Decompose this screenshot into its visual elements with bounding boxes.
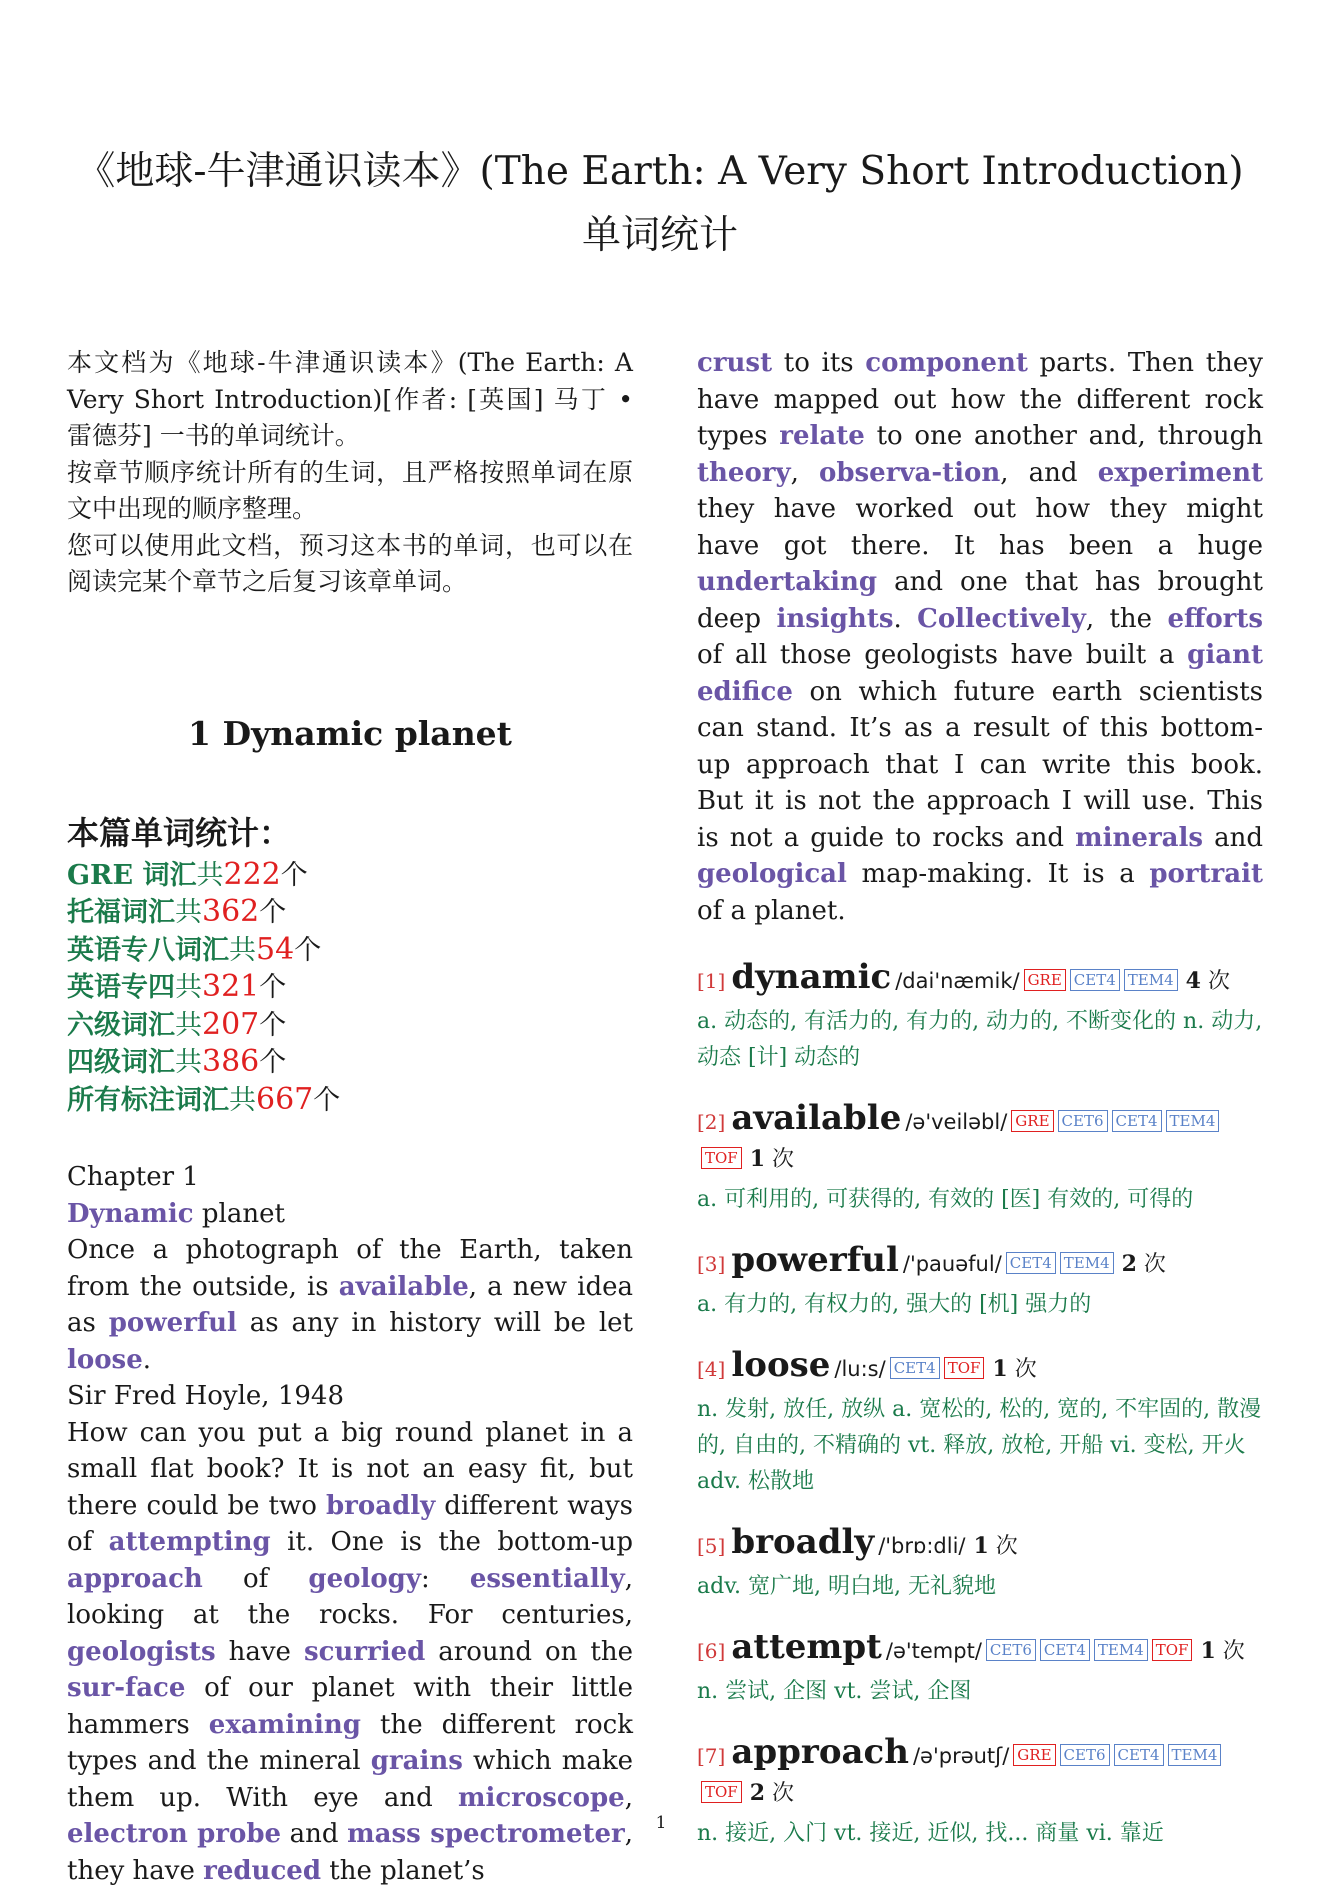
vocab-word-highlight: mass spectrometer <box>347 1819 625 1849</box>
right-passage <box>697 345 1263 929</box>
stat-label: 英语专四 <box>67 972 175 1003</box>
vocab-count <box>973 1534 1017 1559</box>
vocab-count-suffix: 次 <box>1137 1252 1166 1277</box>
stat-count: 362 <box>202 894 259 929</box>
stats-heading: 本篇单词统计： <box>67 811 633 855</box>
vocab-entry <box>697 1524 1263 1605</box>
vocab-phonetic: /'pauəful/ <box>903 1252 1002 1276</box>
vocab-word-highlight: microscope <box>458 1783 625 1813</box>
passage-text: Once a photograph of the Earth, taken from the outside, is <box>67 1235 633 1302</box>
vocab-word-highlight: available <box>339 1272 469 1302</box>
stat-mid: 共 <box>229 935 256 966</box>
vocab-count-number: 1 <box>992 1356 1007 1382</box>
vocab-count-suffix: 次 <box>1008 1357 1037 1382</box>
intro-line: 您可以使用此文档，预习这本书的单词，也可以在阅读完某个章节之后复习该章单词。 <box>67 528 633 601</box>
stat-label: 所有标注词汇 <box>67 1085 229 1116</box>
vocab-entry-head <box>697 1524 1263 1565</box>
vocab-list <box>697 959 1263 1852</box>
passage-text: , the <box>1086 604 1168 634</box>
vocab-word-highlight: sur-face <box>67 1673 185 1703</box>
vocab-entry <box>697 1734 1263 1852</box>
vocab-tag: TEM4 <box>1166 1110 1220 1132</box>
vocab-word-highlight: Dynamic <box>67 1199 194 1229</box>
vocab-definition: n. 尝试, 企图 vt. 尝试, 企图 <box>697 1674 1263 1710</box>
stat-label: 托福词汇 <box>67 897 175 928</box>
passage-text: on which future earth scientists can stand. It’s as a result of this bottom-up approach that I can write this book. But it is not the approach I will use. This is not a guide to rocks and <box>697 677 1263 853</box>
stat-mid: 共 <box>196 860 223 891</box>
stat-unit: 个 <box>281 860 308 891</box>
passage-text: the different rock types and the mineral <box>67 1710 633 1777</box>
passage-text: as any in history will be let <box>237 1308 633 1338</box>
passage-text: have <box>216 1637 304 1667</box>
vocab-entry-head <box>697 1100 1263 1178</box>
vocab-tag: CET6 <box>986 1639 1036 1661</box>
stat-unit: 个 <box>313 1085 340 1116</box>
passage-text: of a planet. <box>697 896 846 926</box>
vocab-entry <box>697 1629 1263 1710</box>
passage-text: which make them up. With eye and <box>67 1746 633 1813</box>
passage-text: and <box>1203 823 1263 853</box>
passage-text: , <box>791 458 819 488</box>
intro-paragraph <box>67 345 633 601</box>
vocab-word: available <box>731 1098 901 1138</box>
stat-label: 英语专八词汇 <box>67 935 229 966</box>
vocab-tag: TOF <box>701 1147 742 1169</box>
vocab-word-highlight: attempting <box>109 1527 271 1557</box>
stat-label: 六级词汇 <box>67 1010 175 1041</box>
passage-text: different ways of <box>67 1491 633 1558</box>
passage-text: of all those geologists have built a <box>697 640 1187 670</box>
stat-count: 54 <box>256 932 294 967</box>
passage-text: parts. Then they have mapped out how the different rock types <box>697 348 1263 451</box>
vocab-word: broadly <box>731 1522 874 1562</box>
stat-unit: 个 <box>259 972 286 1003</box>
passage-text: and one that has brought deep <box>697 567 1263 634</box>
stat-row <box>67 894 633 932</box>
vocab-count-suffix: 次 <box>989 1534 1018 1559</box>
vocab-tag: CET4 <box>1114 1744 1164 1766</box>
vocab-definition: a. 动态的, 有活力的, 有力的, 动力的, 不断变化的 n. 动力, 动态 [计] 动态的 <box>697 1004 1263 1076</box>
vocab-index: [4] <box>697 1357 725 1381</box>
passage-text: Sir Fred Hoyle, 1948 <box>67 1381 344 1411</box>
vocab-tag: TOF <box>944 1357 985 1379</box>
vocab-count-suffix: 次 <box>1216 1639 1245 1664</box>
vocab-tag: CET6 <box>1060 1744 1110 1766</box>
vocab-word-highlight: reduced <box>203 1856 321 1886</box>
passage-text: , they have <box>67 1819 633 1886</box>
vocab-word-highlight: portrait <box>1149 859 1263 889</box>
vocab-tag: CET4 <box>890 1357 940 1379</box>
vocab-index: [2] <box>697 1110 725 1134</box>
stat-label: GRE 词汇 <box>67 860 196 891</box>
vocab-tag: CET6 <box>1058 1110 1108 1132</box>
stat-count: 667 <box>256 1082 313 1117</box>
vocab-tag: TOF <box>1152 1639 1193 1661</box>
vocab-index: [6] <box>697 1639 725 1663</box>
vocab-entry-head <box>697 1734 1263 1812</box>
passage-text: to its <box>772 348 865 378</box>
vocab-count <box>750 1147 794 1172</box>
vocab-word-highlight: scurried <box>304 1637 425 1667</box>
stat-unit: 个 <box>259 897 286 928</box>
vocab-count <box>992 1357 1036 1382</box>
vocab-count-number: 1 <box>750 1146 765 1172</box>
passage-text: they have worked out how they might have got there. It has been a huge <box>697 494 1263 561</box>
right-column <box>697 345 1263 1876</box>
stat-count: 321 <box>202 969 259 1004</box>
vocab-word-highlight: essentially <box>470 1564 625 1594</box>
stat-row <box>67 1082 633 1120</box>
vocab-definition: n. 发射, 放任, 放纵 a. 宽松的, 松的, 宽的, 不牢固的, 散漫的, 自由的, 不精确的 vt. 释放, 放枪, 开船 vi. 变松, 开火 adv. 松散地 <box>697 1392 1263 1500</box>
vocab-tag: TEM4 <box>1060 1252 1114 1274</box>
stat-row <box>67 857 633 895</box>
vocab-word: approach <box>731 1732 909 1772</box>
vocab-entry-head <box>697 1242 1263 1283</box>
vocab-word-highlight: powerful <box>109 1308 237 1338</box>
passage-text: the planet’s <box>321 1856 485 1886</box>
stat-mid: 共 <box>175 1010 202 1041</box>
vocab-phonetic: /ə'veiləbl/ <box>905 1110 1007 1134</box>
vocab-tag: CET4 <box>1040 1639 1090 1661</box>
passage-text: of <box>203 1564 309 1594</box>
passage-text: map-making. It is a <box>847 859 1149 889</box>
intro-line: 按章节顺序统计所有的生词，且严格按照单词在原文中出现的顺序整理。 <box>67 455 633 528</box>
vocab-count <box>1200 1639 1244 1664</box>
vocab-count-suffix: 次 <box>765 1781 794 1806</box>
vocab-tag: TOF <box>701 1781 742 1803</box>
vocab-word-highlight: relate <box>779 421 865 451</box>
vocab-definition: adv. 宽广地, 明白地, 无礼貌地 <box>697 1569 1263 1605</box>
vocab-word-highlight: approach <box>67 1564 203 1594</box>
vocab-index: [1] <box>697 969 725 993</box>
page-number: 1 <box>0 1813 1322 1833</box>
vocab-definition: a. 可利用的, 可获得的, 有效的 [医] 有效的, 可得的 <box>697 1182 1263 1218</box>
passage-text: . <box>143 1345 151 1375</box>
vocab-count-number: 2 <box>750 1780 765 1806</box>
vocab-count-number: 1 <box>973 1533 988 1559</box>
vocab-word: attempt <box>731 1627 882 1667</box>
vocab-word-highlight: crust <box>697 348 772 378</box>
vocab-index: [3] <box>697 1252 725 1276</box>
vocab-word-highlight: Collectively <box>917 604 1086 634</box>
vocab-word: dynamic <box>731 957 891 997</box>
vocab-entry <box>697 1242 1263 1323</box>
vocab-word-highlight: undertaking <box>697 567 877 597</box>
vocab-word-highlight: efforts <box>1167 604 1263 634</box>
stat-row <box>67 969 633 1007</box>
vocab-word-highlight: electron probe <box>67 1819 281 1849</box>
left-passage <box>67 1196 633 1889</box>
vocab-word-highlight: experiment <box>1098 458 1263 488</box>
passage-text: it. One is the bottom-up <box>271 1527 633 1557</box>
vocab-word-highlight: observa-tion <box>819 458 1000 488</box>
vocab-entry-head <box>697 959 1263 1000</box>
stat-unit: 个 <box>294 935 321 966</box>
stat-row <box>67 1044 633 1082</box>
vocab-tag: CET4 <box>1006 1252 1056 1274</box>
vocab-word-highlight: geology <box>308 1564 421 1594</box>
document-title: 《地球-牛津通识读本》(The Earth: A Very Short Introduction) 单词统计 <box>60 140 1260 268</box>
vocab-tag: GRE <box>1013 1744 1055 1766</box>
section-title: 1 Dynamic planet <box>67 709 633 759</box>
vocab-word-highlight: examining <box>209 1710 361 1740</box>
stat-mid: 共 <box>175 897 202 928</box>
vocab-count <box>1186 969 1230 994</box>
vocab-tag: CET4 <box>1070 969 1120 991</box>
vocab-entry-head <box>697 1347 1263 1388</box>
vocab-entry <box>697 1100 1263 1218</box>
vocab-entry <box>697 959 1263 1076</box>
vocab-word-highlight: broadly <box>326 1491 435 1521</box>
vocab-phonetic: /dai'næmik/ <box>895 969 1019 993</box>
vocab-tag: TEM4 <box>1094 1639 1148 1661</box>
vocab-tag: TEM4 <box>1124 969 1178 991</box>
vocab-word-highlight: theory <box>697 458 791 488</box>
stat-count: 222 <box>223 857 280 892</box>
vocab-tag: GRE <box>1024 969 1066 991</box>
vocab-word: loose <box>731 1345 830 1385</box>
vocab-word-highlight: loose <box>67 1345 143 1375</box>
vocab-tag: CET4 <box>1112 1110 1162 1132</box>
vocab-entry <box>697 1347 1263 1500</box>
passage-text: to one another and, through <box>865 421 1263 451</box>
stat-unit: 个 <box>259 1010 286 1041</box>
vocab-phonetic: /lu:s/ <box>834 1357 885 1381</box>
vocab-entry-head <box>697 1629 1263 1670</box>
passage-text: and <box>281 1819 347 1849</box>
vocab-word-highlight: grains <box>371 1746 463 1776</box>
vocab-word-highlight: insights <box>776 604 893 634</box>
passage-text: around on the <box>425 1637 633 1667</box>
vocab-definition: a. 有力的, 有权力的, 强大的 [机] 强力的 <box>697 1287 1263 1323</box>
stats-list <box>67 857 633 1120</box>
stat-row <box>67 1007 633 1045</box>
vocab-count-suffix: 次 <box>1201 969 1230 994</box>
chapter-label: Chapter 1 <box>67 1159 633 1196</box>
vocab-index: [7] <box>697 1744 725 1768</box>
passage-text: How can you put a big round planet in a small flat book? It is not an easy fit, but there could be two <box>67 1418 633 1521</box>
stat-unit: 个 <box>259 1047 286 1078</box>
stat-row <box>67 932 633 970</box>
stat-mid: 共 <box>229 1085 256 1116</box>
vocab-word-highlight: giant edifice <box>697 640 1263 707</box>
vocab-word-highlight: minerals <box>1075 823 1203 853</box>
vocab-count-number: 2 <box>1122 1251 1137 1277</box>
passage-text: , and <box>1000 458 1097 488</box>
left-column <box>67 345 633 1889</box>
vocab-tag: TEM4 <box>1168 1744 1222 1766</box>
vocab-count <box>1122 1252 1166 1277</box>
stat-mid: 共 <box>175 972 202 1003</box>
vocab-phonetic: /ə'tempt/ <box>886 1639 982 1663</box>
vocab-count-number: 4 <box>1186 968 1201 994</box>
stat-count: 386 <box>202 1044 259 1079</box>
vocab-word-highlight: geological <box>697 859 847 889</box>
vocab-count <box>750 1781 794 1806</box>
vocab-phonetic: /'brɒ:dli/ <box>878 1534 965 1558</box>
vocab-phonetic: /ə'prəutʃ/ <box>913 1744 1009 1768</box>
vocab-count-suffix: 次 <box>765 1147 794 1172</box>
stat-label: 四级词汇 <box>67 1047 175 1078</box>
vocab-definition: n. 接近, 入门 vt. 接近, 近似, 找... 商量 vi. 靠近 <box>697 1816 1263 1852</box>
passage-text: , looking at the rocks. For centuries, <box>67 1564 633 1631</box>
stat-count: 207 <box>202 1007 259 1042</box>
vocab-word-highlight: geologists <box>67 1637 216 1667</box>
stat-mid: 共 <box>175 1047 202 1078</box>
vocab-index: [5] <box>697 1534 725 1558</box>
passage-text: . <box>893 604 917 634</box>
vocab-count-number: 1 <box>1200 1638 1215 1664</box>
vocab-word: powerful <box>731 1240 899 1280</box>
vocab-tag: GRE <box>1011 1110 1053 1132</box>
passage-text: , <box>625 1783 633 1813</box>
passage-text: , a new idea as <box>67 1272 633 1339</box>
passage-text: planet <box>194 1199 285 1229</box>
vocab-word-highlight: component <box>865 348 1028 378</box>
passage-text: : <box>421 1564 470 1594</box>
passage-text: of our planet with their little hammers <box>67 1673 633 1740</box>
intro-line: 本文档为《地球-牛津通识读本》(The Earth: A Very Short Introduction)[作者: [英国] 马丁 • 雷德芬] 一书的单词统计。 <box>67 345 633 455</box>
